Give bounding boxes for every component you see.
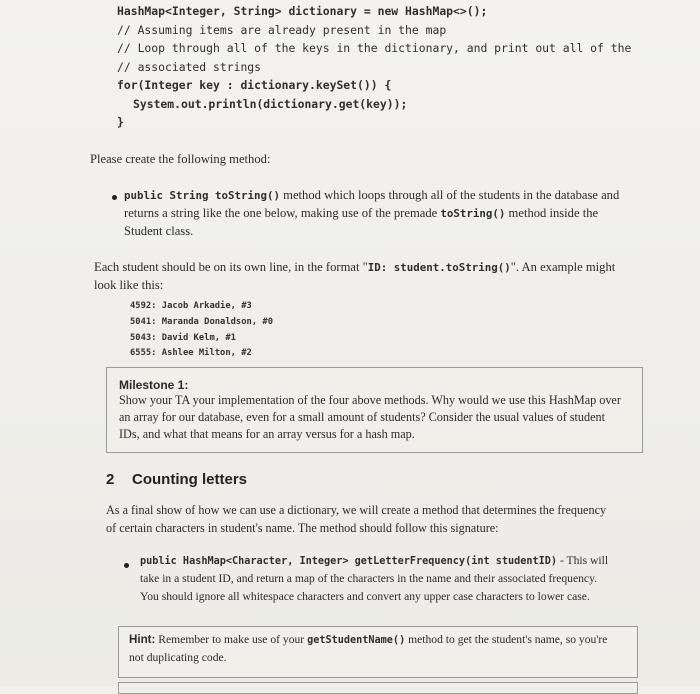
bullet-text: method which loops through all of the students in the database and returns a string like the one below, making use of the premade (124, 188, 620, 220)
milestone-box (106, 367, 643, 453)
tostring-bullet (124, 187, 624, 240)
letter-frequency-bullet (140, 552, 616, 605)
paragraph-text: Each student should be on its own line, in the format " (94, 260, 368, 274)
code-block (117, 2, 677, 132)
example-line: 5043: David Kelm, #1 (130, 332, 236, 343)
paragraph-text: ". An example might look like this: (94, 260, 616, 292)
code-line: } (117, 115, 124, 129)
method-intro: Please create the following method: (90, 152, 271, 166)
hint-text (129, 631, 625, 667)
example-line: 4592: Jacob Arkadie, #3 (130, 301, 252, 311)
inline-code: toString() (440, 206, 506, 220)
format-paragraph (94, 259, 624, 295)
bullet-dot-icon (124, 563, 129, 568)
code-line: for(Integer key : dictionary.keySet()) { (117, 78, 392, 92)
code-comment-line: // Loop through all of the keys in the dictionary, and print out all of the (117, 41, 632, 55)
example-output (130, 299, 273, 362)
next-box-edge (118, 682, 638, 694)
bullet-text: method inside the Student class. (124, 205, 599, 238)
example-line: 6555: Ashlee Milton, #2 (130, 348, 252, 359)
inline-code: getStudentName() (307, 635, 406, 646)
milestone-text: Show your TA your implementation of the four above methods. Why would we use this HashMap over an array for our database, even for a small amount of students? Consider the usual values of student IDs, and what that means for an array versus for a hash map. (119, 393, 621, 441)
code-line: HashMap<Integer, String> dictionary = new HashMap<>(); (117, 4, 488, 18)
section-title: Counting letters (132, 471, 247, 488)
code-comment-line: // Assuming items are already present in the map (117, 22, 447, 37)
inline-code: ID: student.toString() (367, 261, 511, 274)
example-line: 5041: Maranda Donaldson, #0 (130, 316, 273, 327)
code-line: System.out.println(dictionary.get(key)); (133, 96, 408, 111)
hint-body: Remember to make use of your (155, 633, 308, 646)
hint-label: Hint: (129, 633, 156, 646)
inline-code: public String toString() (124, 189, 281, 202)
bullet-text: - This will take in a student ID, and return a map of the characters in the name and their associated frequency. You should ignore all whitespace characters and convert any upper case characters to lower case. (140, 554, 609, 603)
hint-body: method to get the student's name, so you're not duplicating code. (129, 633, 608, 665)
section-heading (106, 471, 247, 488)
bullet-dot-icon (112, 195, 117, 200)
inline-code: public HashMap<Character, Integer> getLetterFrequency(int studentID) (140, 556, 558, 567)
section-intro: As a final show of how we can use a dictionary, we will create a method that determines the frequency of certain characters in student's name. The method should follow this signature: (106, 503, 607, 535)
section-number: 2 (106, 471, 115, 488)
hint-box (118, 626, 638, 678)
milestone-title: Milestone 1: (119, 378, 189, 392)
code-comment-line: // associated strings (117, 59, 262, 74)
